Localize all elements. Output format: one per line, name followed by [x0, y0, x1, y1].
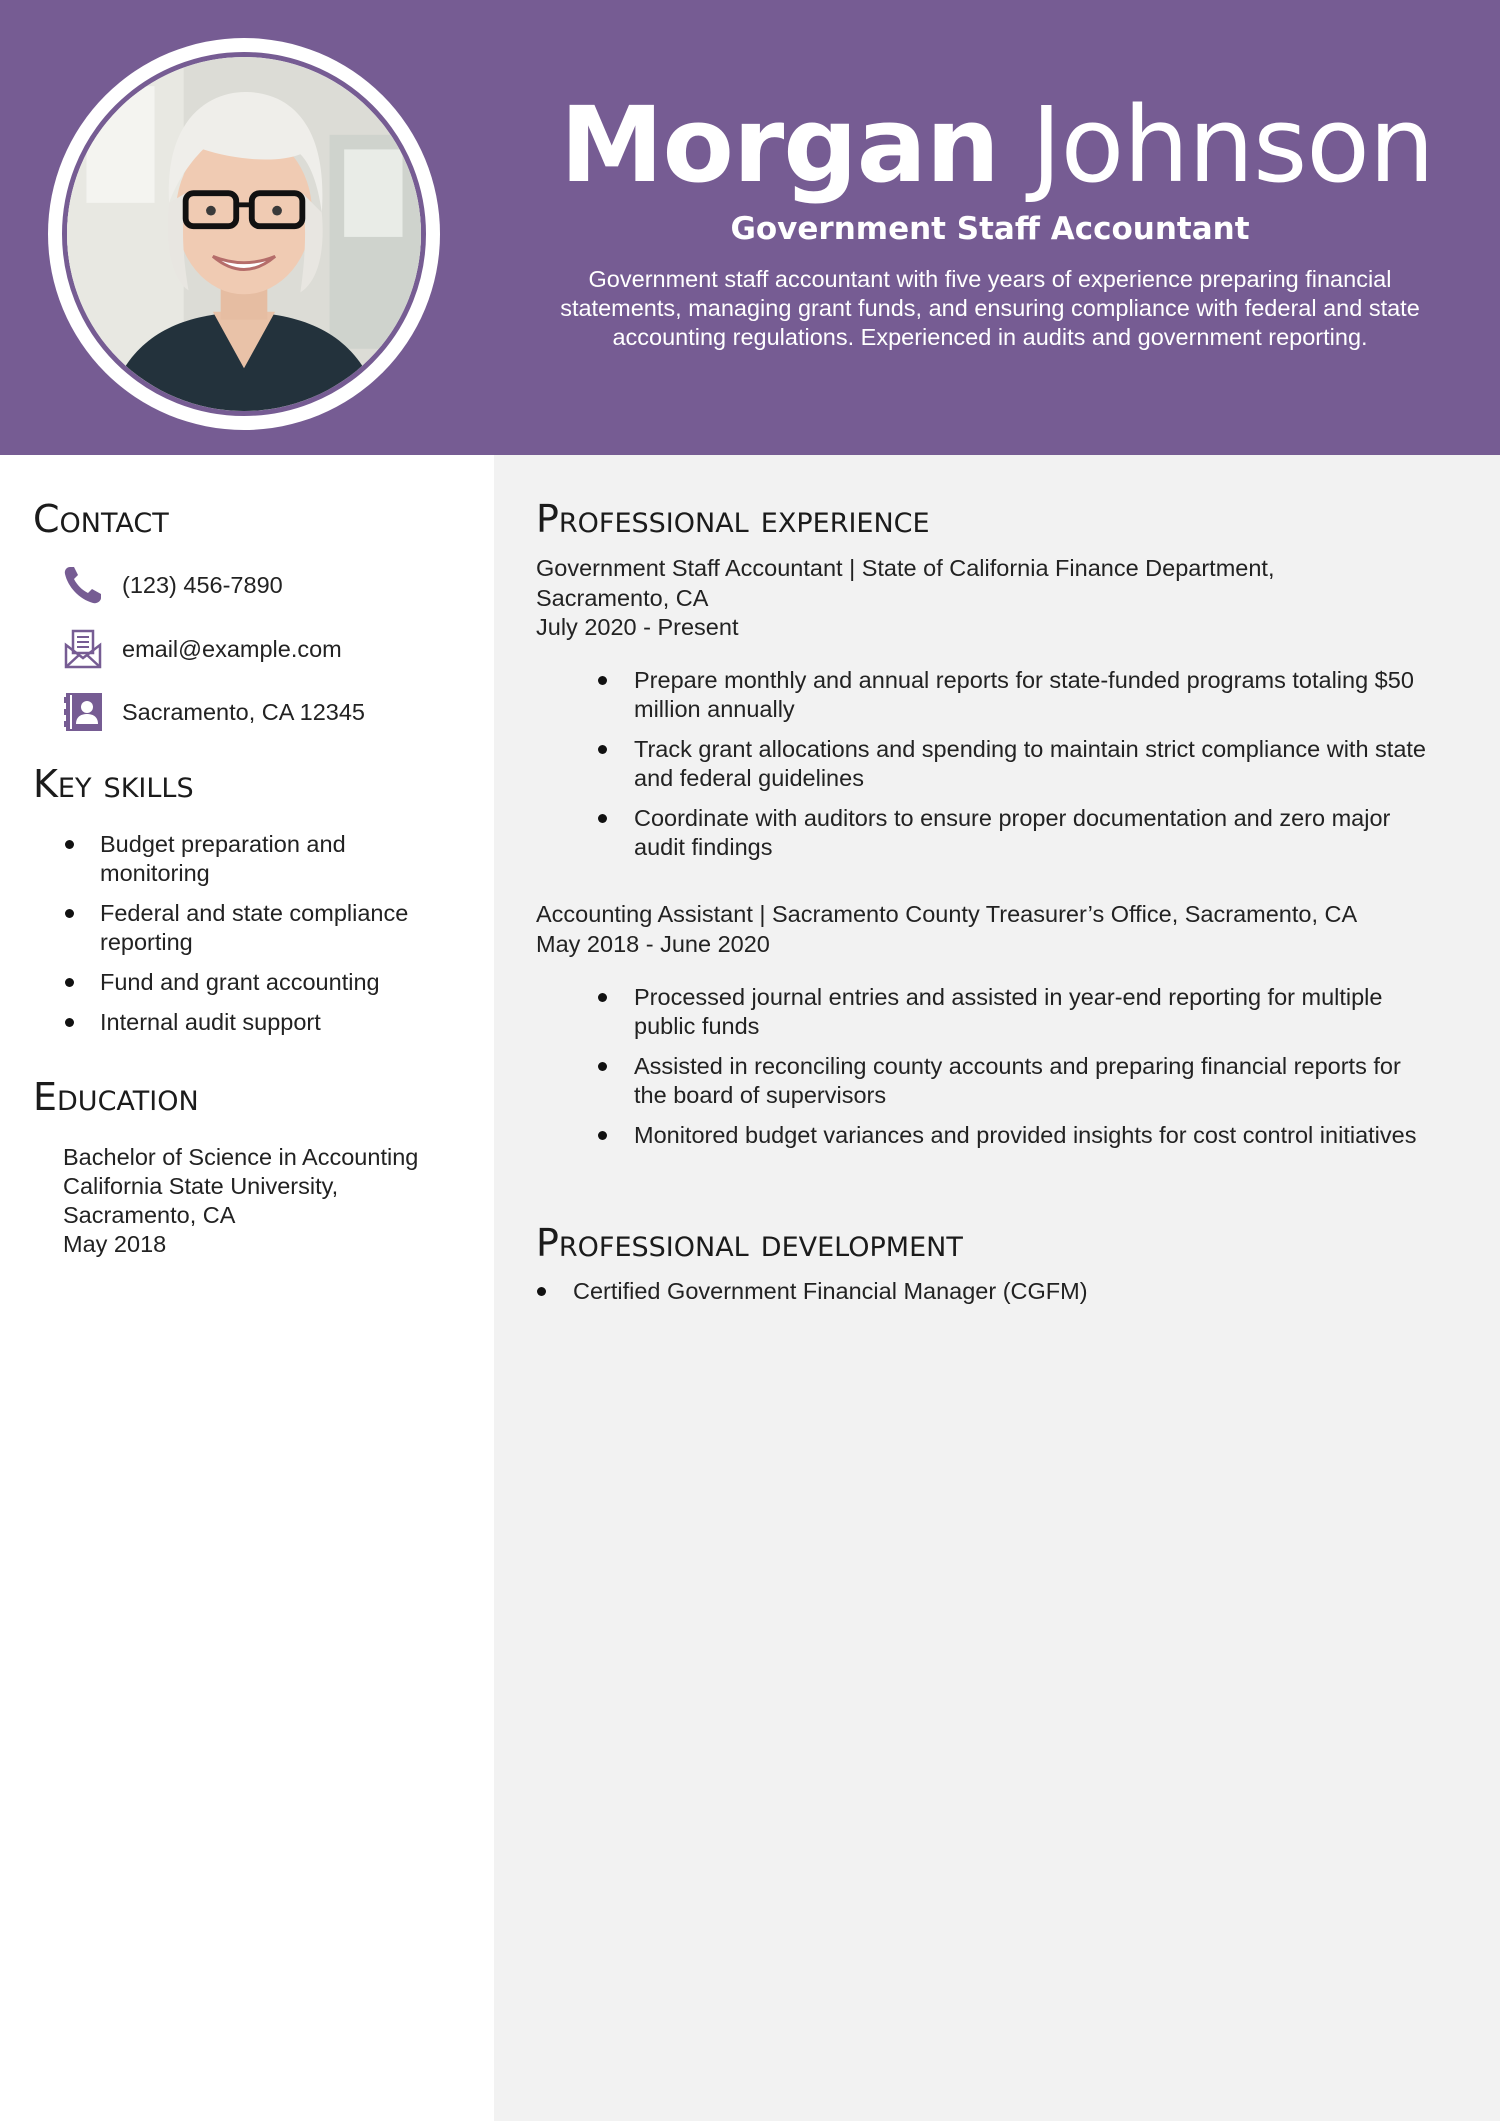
- job-2-duties: [634, 983, 1434, 1161]
- skills-heading: Key skills: [33, 762, 194, 806]
- duty-item: Prepare monthly and annual reports for state-funded programs totaling $50 million annually: [634, 666, 1434, 724]
- development-list: [573, 1277, 1433, 1306]
- header-banner: [0, 0, 1500, 455]
- envelope-icon: [60, 626, 106, 672]
- skill-item: Budget preparation and monitoring: [100, 830, 460, 888]
- candidate-name: [560, 80, 1434, 210]
- summary-text: Government staff accountant with five years of experience preparing financial statements, managing grant funds, and ensuring compliance with federal and state accounting regulations. Experienced in audits and government reporting.: [560, 266, 1420, 350]
- experience-heading: Professional experience: [536, 497, 930, 541]
- job-1-dates: July 2020 - Present: [536, 614, 739, 640]
- duty-item: Processed journal entries and assisted in year-end reporting for multiple public funds: [634, 983, 1434, 1041]
- contact-email-row: [60, 626, 342, 672]
- contact-phone-row: [60, 562, 283, 608]
- skill-item: Internal audit support: [100, 1008, 460, 1037]
- development-item: Certified Government Financial Manager (CGFM): [573, 1277, 1433, 1306]
- job-2-dates: May 2018 - June 2020: [536, 930, 770, 957]
- job-1-duties: [634, 666, 1434, 873]
- phone-icon: [60, 562, 106, 608]
- education-block: [63, 1143, 463, 1259]
- phone-text: (123) 456-7890: [122, 571, 283, 598]
- duty-item: Monitored budget variances and provided insights for cost control initiatives: [634, 1121, 1434, 1150]
- profile-photo-frame: [48, 38, 440, 430]
- education-degree: Bachelor of Science in Accounting: [63, 1144, 419, 1170]
- education-location: Sacramento, CA: [63, 1202, 236, 1228]
- education-heading: Education: [33, 1075, 199, 1119]
- first-name: Morgan: [560, 84, 999, 206]
- development-heading: Professional development: [536, 1221, 963, 1265]
- profile-photo: [62, 52, 426, 416]
- skills-list: [100, 830, 460, 1048]
- contact-heading: Contact: [33, 497, 169, 541]
- duty-item: Track grant allocations and spending to maintain strict compliance with state and federal guidelines: [634, 735, 1434, 793]
- skill-item: Fund and grant accounting: [100, 968, 460, 997]
- location-text: Sacramento, CA 12345: [122, 698, 365, 725]
- contact-location-row: [60, 689, 365, 735]
- last-name: Johnson: [1030, 84, 1434, 206]
- job-title: Government Staff Accountant: [730, 211, 1250, 247]
- job-2-title-line: Accounting Assistant | Sacramento County Treasurer’s Office, Sacramento, CA: [536, 901, 1358, 927]
- contact-card-icon: [60, 689, 106, 735]
- profile-photo-illustration: [67, 57, 421, 411]
- job-2-header: [536, 900, 1436, 959]
- education-date: May 2018: [63, 1231, 167, 1257]
- email-text: email@example.com: [122, 635, 342, 662]
- education-school: California State University,: [63, 1173, 339, 1199]
- skill-item: Federal and state compliance reporting: [100, 899, 460, 957]
- duty-item: Assisted in reconciling county accounts and preparing financial reports for the board of supervisors: [634, 1052, 1434, 1110]
- job-1-title-line: Government Staff Accountant | State of California Finance Department, Sacramento, CA: [536, 555, 1275, 611]
- job-1-header: [536, 554, 1336, 643]
- duty-item: Coordinate with auditors to ensure proper documentation and zero major audit findings: [634, 804, 1434, 862]
